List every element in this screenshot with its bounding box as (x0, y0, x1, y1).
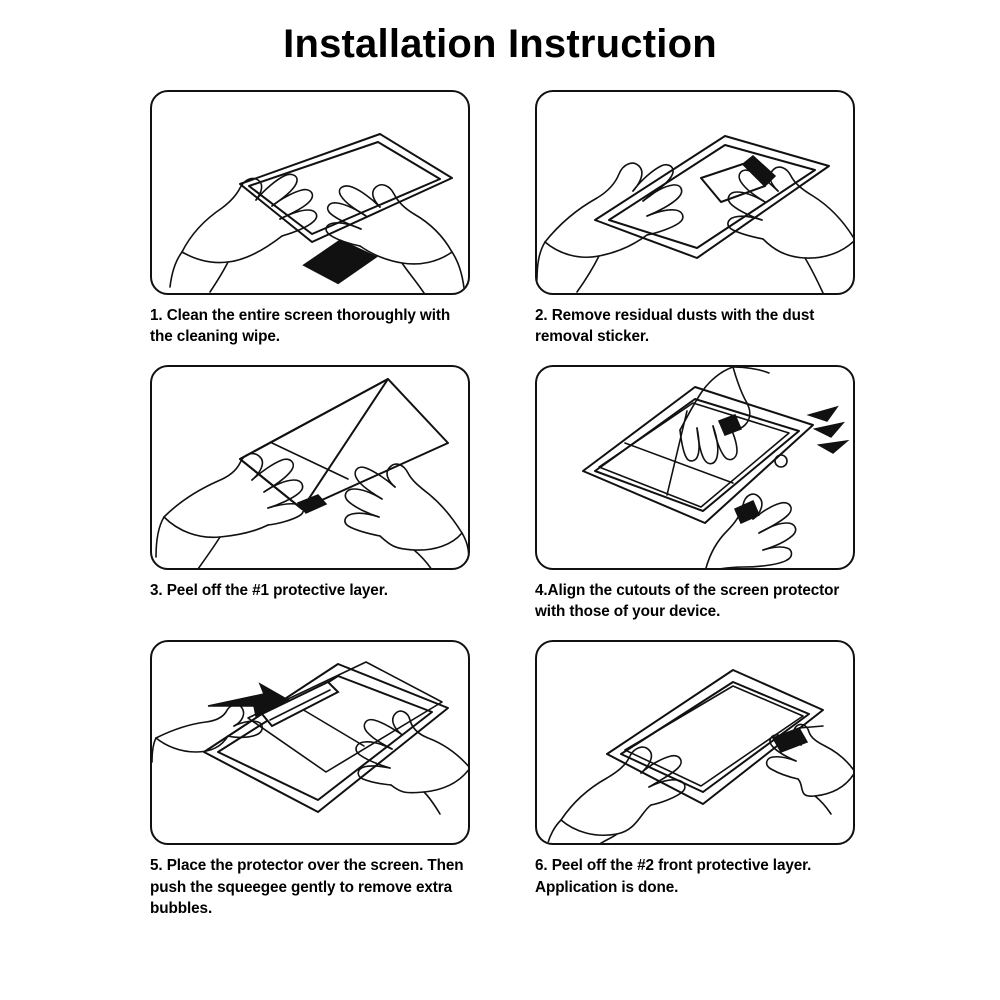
step-6-caption: 6. Peel off the #2 front protective layer. Application is done. (535, 857, 812, 896)
step-3 (150, 365, 505, 640)
step-5-panel (150, 640, 470, 845)
step-3-illustration (152, 367, 470, 570)
step-6 (505, 640, 860, 936)
step-5-illustration (152, 642, 470, 845)
page-title: Installation Instruction (283, 22, 717, 66)
step-1-caption: 1. Clean the entire screen thoroughly with the cleaning wipe. (150, 307, 451, 346)
step-2 (505, 90, 860, 365)
step-5-caption: 5. Place the protector over the screen. Then push the squeegee gently to remove extra bubbles. (150, 857, 464, 917)
step-4-caption: 4.Align the cutouts of the screen protector with those of your device. (535, 582, 840, 621)
step-3-panel (150, 365, 470, 570)
step-4-illustration (537, 367, 855, 570)
step-2-caption: 2. Remove residual dusts with the dust removal sticker. (535, 307, 815, 346)
step-1-panel (150, 90, 470, 295)
step-6-illustration (537, 642, 855, 845)
step-5 (150, 640, 505, 936)
steps-grid (150, 90, 860, 937)
step-4-panel (535, 365, 855, 570)
step-1 (150, 90, 505, 365)
step-2-illustration (537, 92, 855, 295)
step-4 (505, 365, 860, 640)
step-2-panel (535, 90, 855, 295)
step-3-caption: 3. Peel off the #1 protective layer. (150, 582, 388, 600)
step-1-illustration (152, 92, 470, 295)
step-6-panel (535, 640, 855, 845)
